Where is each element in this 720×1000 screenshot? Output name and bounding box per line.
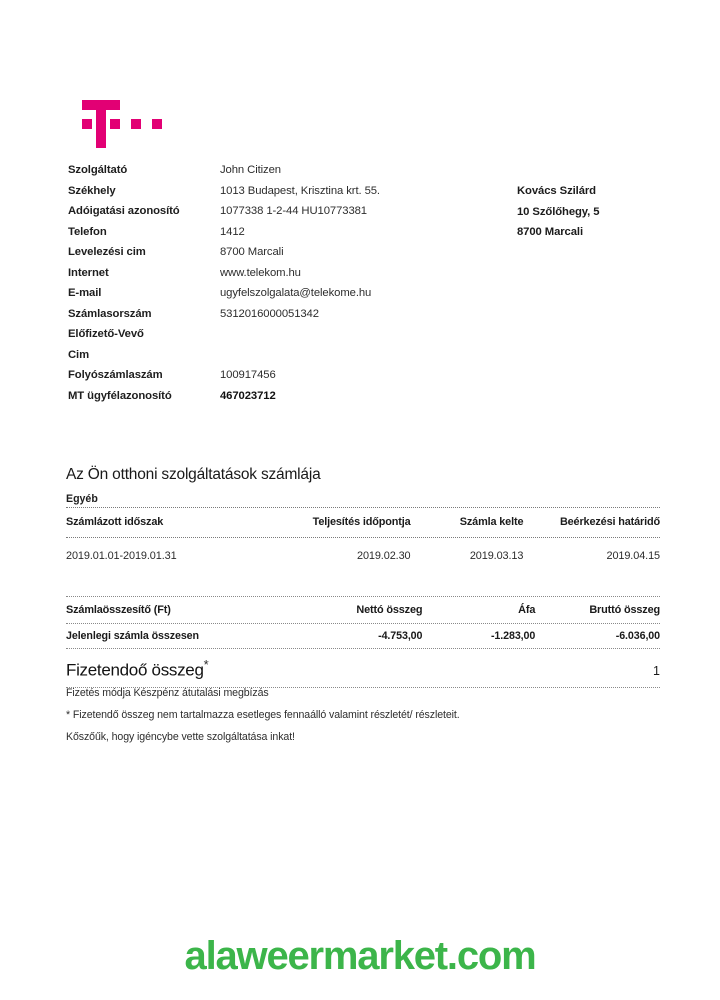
info-row [68, 201, 468, 222]
invoice-summary-table [66, 595, 660, 689]
recipient-name: Kovács Szilárd [517, 185, 596, 197]
info-row [68, 283, 468, 304]
info-label: Cim [68, 348, 90, 361]
info-label: Folyószámlaszám [68, 369, 163, 381]
provider-info-block [68, 160, 468, 406]
cell-invoice-date: 2019.03.13 [469, 550, 524, 562]
info-value: 100917456 [220, 369, 276, 381]
info-value: John Citizen [220, 164, 281, 176]
info-value-email[interactable]: ugyfelszolgalata@telekome.hu [220, 287, 372, 299]
table-row [66, 539, 660, 573]
info-row [68, 181, 468, 202]
info-row [68, 324, 468, 345]
info-label: Előfizető-Vevő [68, 328, 144, 340]
note-payment-method: Fizetés módja Készpénz átutalási megbízás [66, 687, 269, 699]
recipient-street: 10 Szőlőhegy, 5 [517, 205, 600, 218]
table-header-row [66, 508, 660, 536]
column-header-due-date: Beérkezési határidő [559, 516, 660, 528]
divider [66, 623, 660, 624]
invoice-period-table [66, 508, 660, 573]
column-header-billed-period: Számlázott időszak [66, 516, 164, 528]
info-value: 467023712 [220, 389, 276, 402]
info-row [68, 345, 468, 366]
info-value: 8700 Marcali [220, 246, 284, 258]
info-label: Levelezési cim [68, 246, 146, 258]
column-header-net-amount: Nettó összeg [356, 604, 423, 616]
info-row [68, 222, 468, 243]
info-label: Adóigatási azonosító [68, 205, 180, 217]
column-header-gross-amount: Bruttó összeg [589, 604, 660, 616]
telekom-t-logo [68, 100, 178, 148]
cell-total-label: Jelenlegi számla összesen [66, 630, 199, 642]
info-row [68, 304, 468, 325]
recipient-address-block [517, 181, 707, 243]
divider [66, 537, 660, 538]
cell-billed-period: 2019.01.01-2019.01.31 [66, 550, 177, 562]
table-header-row [66, 598, 660, 622]
info-value: 1412 [220, 225, 245, 238]
info-value-internet[interactable]: www.telekom.hu [220, 266, 301, 279]
note-thanks: Kőszőűk, hogy igéncybe vette szolgáltatása inkat! [66, 731, 295, 743]
info-label: Számlasorszám [68, 307, 152, 320]
table-row-total [66, 625, 660, 647]
info-label: E-mail [68, 287, 102, 299]
info-row [68, 365, 468, 386]
watermark-text: alaweermarket.com [184, 934, 536, 978]
cell-fulfillment-date: 2019.02.30 [356, 550, 411, 562]
info-label: Székhely [68, 184, 116, 197]
info-row [68, 386, 468, 407]
column-header-fulfillment-date: Teljesítés időpontja [312, 516, 411, 528]
divider [66, 648, 660, 649]
column-header-vat: Áfa [518, 604, 536, 616]
column-header-summary: Számlaösszesítő (Ft) [66, 604, 171, 616]
cell-due-date: 2019.04.15 [606, 550, 660, 562]
cell-net-amount: -4.753,00 [378, 630, 423, 642]
info-row [68, 160, 468, 181]
info-label: Szolgáltató [68, 164, 128, 176]
note-footnote: * Fizetendő összeg nem tartalmazza esetleges fennaálló valamint részletét/ részleteit. [66, 709, 460, 721]
footnote-marker: * [203, 657, 209, 672]
payable-label: Fizetendoő összeg [66, 660, 204, 680]
cell-gross-amount: -6.036,00 [615, 630, 660, 642]
divider [66, 596, 660, 597]
invoice-notes [66, 682, 666, 748]
info-label: MT ügyfélazonosító [68, 389, 172, 402]
column-header-invoice-date: Számla kelte [459, 516, 524, 528]
table-row-payable [66, 650, 660, 686]
info-value: 1013 Budapest, Krisztina krt. 55. [220, 184, 380, 197]
info-label: Telefon [68, 225, 107, 238]
info-value: 1077338 1-2-44 HU10773381 [220, 205, 367, 217]
payable-amount: 1 [653, 664, 660, 679]
info-row [68, 242, 468, 263]
info-row [68, 263, 468, 284]
recipient-city: 8700 Marcali [517, 226, 584, 238]
info-value: 5312016000051342 [220, 307, 319, 320]
info-label: Internet [68, 266, 109, 279]
invoice-title: Az Ön otthoni szolgáltatások számlája [66, 466, 321, 483]
invoice-section [66, 466, 660, 689]
invoice-subtitle: Egyéb [66, 493, 98, 505]
cell-vat: -1.283,00 [490, 630, 536, 642]
